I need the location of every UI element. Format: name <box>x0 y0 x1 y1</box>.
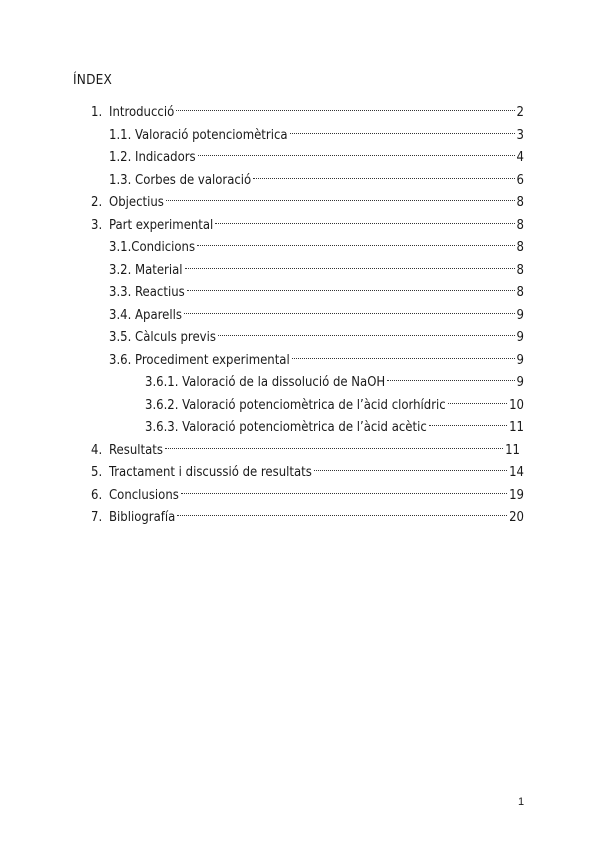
dot-leader <box>253 164 514 184</box>
toc-entry-5[interactable] <box>91 456 524 480</box>
toc-entry-number: 1. <box>91 105 103 120</box>
toc-entry-2[interactable] <box>91 186 524 210</box>
dot-leader <box>290 119 515 139</box>
toc-entry-number: 7. <box>91 510 103 525</box>
toc-entry-page: 8 <box>516 240 524 255</box>
toc-entry-label: 1.2. Indicadors <box>109 150 196 165</box>
toc-entry-label: Conclusions <box>109 488 179 503</box>
toc-entry-page: 14 <box>509 465 524 480</box>
dot-leader <box>165 434 503 454</box>
toc-entry-label: 3.6.2. Valoració potenciomètrica de l’àcid clorhídric <box>145 398 446 413</box>
toc-entry-3-1[interactable] <box>109 231 524 255</box>
dot-leader <box>187 276 515 296</box>
dot-leader <box>292 344 515 364</box>
toc-entry-number: 6. <box>91 488 103 503</box>
toc-entry-label: Objectius <box>109 195 164 210</box>
dot-leader <box>448 389 507 409</box>
toc-entry-label: 3.3. Reactius <box>109 285 185 300</box>
toc-entry-label: 3.6. Procediment experimental <box>109 353 290 368</box>
toc-entry-page: 19 <box>509 488 524 503</box>
toc-entry-number: 5. <box>91 465 103 480</box>
toc-entry-page: 8 <box>516 285 524 300</box>
toc-entry-page: 9 <box>516 308 524 323</box>
toc-entry-page: 8 <box>516 218 524 233</box>
toc-entry-page: 8 <box>516 195 524 210</box>
toc-entry-page: 4 <box>516 150 524 165</box>
toc-entry-page: 9 <box>516 330 524 345</box>
toc-entry-label: Resultats <box>109 443 163 458</box>
toc-entry-page: 10 <box>509 398 524 413</box>
toc-entry-1-2[interactable] <box>109 141 524 165</box>
toc-entry-label: Part experimental <box>109 218 214 233</box>
toc-entry-4[interactable] <box>91 434 520 458</box>
dot-leader <box>215 209 514 229</box>
toc-entry-3-3[interactable] <box>109 276 524 300</box>
toc-entry-label: 3.5. Càlculs previs <box>109 330 216 345</box>
dot-leader <box>176 96 514 116</box>
toc-entry-3-6-2[interactable] <box>145 389 524 413</box>
toc-entry-page: 11 <box>505 443 520 458</box>
toc-entry-label: 1.3. Corbes de valoració <box>109 173 252 188</box>
toc-title: ÍNDEX <box>73 72 113 88</box>
dot-leader <box>387 366 514 386</box>
toc-entry-page: 2 <box>516 105 524 120</box>
toc-entry-label: 3.1.Condicions <box>109 240 196 255</box>
toc-entry-3-6-3[interactable] <box>145 411 524 435</box>
toc-entry-label: 3.6.1. Valoració de la dissolució de NaOH <box>145 375 386 390</box>
dot-leader <box>177 501 507 521</box>
toc-entry-number: 3. <box>91 218 103 233</box>
toc-entry-1-3[interactable] <box>109 164 524 188</box>
toc-entry-3-5[interactable] <box>109 321 524 345</box>
toc-entry-page: 9 <box>516 353 524 368</box>
dot-leader <box>181 479 507 499</box>
toc-entry-label: Tractament i discussió de resultats <box>109 465 312 480</box>
toc-entry-6[interactable] <box>91 479 524 503</box>
toc-entry-7[interactable] <box>91 501 524 525</box>
dot-leader <box>184 299 515 319</box>
dot-leader <box>218 321 515 341</box>
toc-entry-page: 11 <box>509 420 524 435</box>
dot-leader <box>166 186 515 206</box>
toc-entry-page: 9 <box>516 375 524 390</box>
toc-entry-label: 1.1. Valoració potenciomètrica <box>109 128 288 143</box>
toc-entry-label: 3.2. Material <box>109 263 183 278</box>
toc-entry-label: 3.6.3. Valoració potenciomètrica de l’àcid acètic <box>145 420 427 435</box>
page-number: 1 <box>518 796 525 808</box>
toc-entry-page: 6 <box>516 173 524 188</box>
dot-leader <box>197 231 514 251</box>
toc-entry-1-1[interactable] <box>109 119 524 143</box>
dot-leader <box>429 411 507 431</box>
toc-entry-3-6-1[interactable] <box>145 366 524 390</box>
toc-entry-1[interactable] <box>91 96 524 120</box>
toc-entry-3-2[interactable] <box>109 254 524 278</box>
toc-entry-label: Bibliografía <box>109 510 176 525</box>
toc-entry-label: 3.4. Aparells <box>109 308 182 323</box>
toc-entry-number: 2. <box>91 195 103 210</box>
toc-entry-page: 3 <box>516 128 524 143</box>
toc-entry-3-6[interactable] <box>109 344 524 368</box>
dot-leader <box>198 141 515 161</box>
toc-entry-page: 8 <box>516 263 524 278</box>
dot-leader <box>185 254 515 274</box>
dot-leader <box>314 456 507 476</box>
toc-entry-3[interactable] <box>91 209 524 233</box>
toc-entry-page: 20 <box>509 510 524 525</box>
toc-entry-3-4[interactable] <box>109 299 524 323</box>
toc-entry-label: Introducció <box>109 105 175 120</box>
toc-entry-number: 4. <box>91 443 103 458</box>
